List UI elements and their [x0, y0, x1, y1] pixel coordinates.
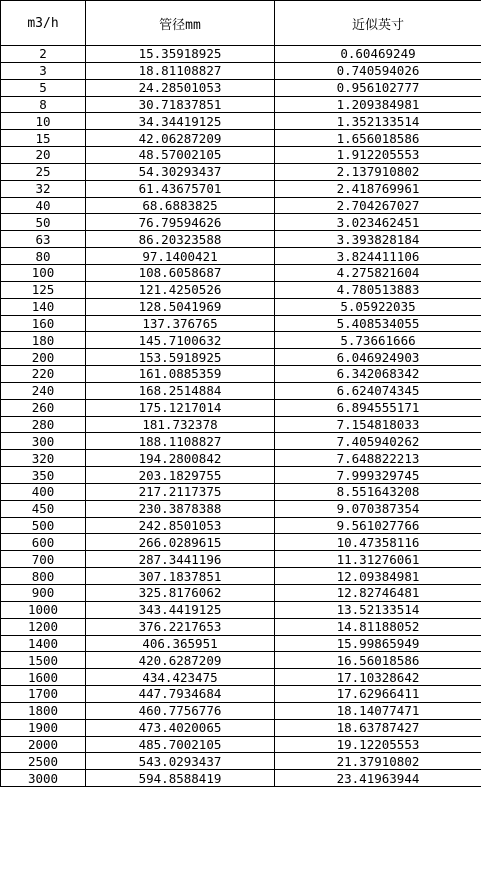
- table-row: [1, 79, 481, 96]
- table-row: [1, 113, 481, 130]
- header-flow-rate[interactable]: m3/h: [1, 1, 86, 46]
- cell-flow-rate[interactable]: 100: [1, 264, 86, 281]
- cell-pipe-diameter-mm[interactable]: 307.1837851: [86, 568, 275, 585]
- cell-flow-rate[interactable]: 1900: [1, 719, 86, 736]
- cell-flow-rate[interactable]: 400: [1, 483, 86, 500]
- table-row: [1, 500, 481, 517]
- table-row: [1, 332, 481, 349]
- cell-pipe-diameter-mm[interactable]: 48.57002105: [86, 147, 275, 164]
- cell-flow-rate[interactable]: 40: [1, 197, 86, 214]
- cell-flow-rate[interactable]: 300: [1, 433, 86, 450]
- cell-pipe-diameter-mm[interactable]: 108.6058687: [86, 264, 275, 281]
- cell-approx-inches[interactable]: 2.704267027: [275, 197, 481, 214]
- cell-pipe-diameter-mm[interactable]: 128.5041969: [86, 298, 275, 315]
- cell-approx-inches[interactable]: 18.63787427: [275, 719, 481, 736]
- cell-pipe-diameter-mm[interactable]: 61.43675701: [86, 180, 275, 197]
- cell-flow-rate[interactable]: 1800: [1, 702, 86, 719]
- cell-flow-rate[interactable]: 1700: [1, 686, 86, 703]
- cell-approx-inches[interactable]: 23.41963944: [275, 770, 481, 787]
- table-row: [1, 585, 481, 602]
- cell-flow-rate[interactable]: 1200: [1, 618, 86, 635]
- cell-pipe-diameter-mm[interactable]: 24.28501053: [86, 79, 275, 96]
- cell-approx-inches[interactable]: 6.342068342: [275, 366, 481, 383]
- cell-pipe-diameter-mm[interactable]: 188.1108827: [86, 433, 275, 450]
- cell-approx-inches[interactable]: 5.73661666: [275, 332, 481, 349]
- table-row: [1, 214, 481, 231]
- table-row: [1, 770, 481, 787]
- table-row: [1, 753, 481, 770]
- cell-pipe-diameter-mm[interactable]: 54.30293437: [86, 163, 275, 180]
- table-row: [1, 248, 481, 265]
- cell-approx-inches[interactable]: 4.780513883: [275, 281, 481, 298]
- table-row: [1, 736, 481, 753]
- cell-pipe-diameter-mm[interactable]: 194.2800842: [86, 450, 275, 467]
- cell-pipe-diameter-mm[interactable]: 137.376765: [86, 315, 275, 332]
- cell-flow-rate[interactable]: 450: [1, 500, 86, 517]
- cell-pipe-diameter-mm[interactable]: 68.6883825: [86, 197, 275, 214]
- cell-pipe-diameter-mm[interactable]: 18.81108827: [86, 62, 275, 79]
- cell-flow-rate[interactable]: 200: [1, 349, 86, 366]
- table-row: [1, 231, 481, 248]
- table-row: [1, 517, 481, 534]
- cell-flow-rate[interactable]: 350: [1, 467, 86, 484]
- cell-flow-rate[interactable]: 10: [1, 113, 86, 130]
- table-row: [1, 416, 481, 433]
- cell-pipe-diameter-mm[interactable]: 121.4250526: [86, 281, 275, 298]
- cell-pipe-diameter-mm[interactable]: 97.1400421: [86, 248, 275, 265]
- cell-flow-rate[interactable]: 50: [1, 214, 86, 231]
- table-row: [1, 147, 481, 164]
- cell-approx-inches[interactable]: 1.656018586: [275, 130, 481, 147]
- cell-flow-rate[interactable]: 700: [1, 551, 86, 568]
- cell-flow-rate[interactable]: 2: [1, 46, 86, 63]
- table-row: [1, 130, 481, 147]
- table-row: [1, 652, 481, 669]
- cell-pipe-diameter-mm[interactable]: 325.8176062: [86, 585, 275, 602]
- cell-flow-rate[interactable]: 80: [1, 248, 86, 265]
- cell-approx-inches[interactable]: 15.99865949: [275, 635, 481, 652]
- cell-approx-inches[interactable]: 8.551643208: [275, 483, 481, 500]
- table-row: [1, 686, 481, 703]
- cell-approx-inches[interactable]: 9.070387354: [275, 500, 481, 517]
- table-row: [1, 281, 481, 298]
- table-row: [1, 702, 481, 719]
- cell-approx-inches[interactable]: 0.740594026: [275, 62, 481, 79]
- table-row: [1, 467, 481, 484]
- cell-pipe-diameter-mm[interactable]: 406.365951: [86, 635, 275, 652]
- cell-pipe-diameter-mm[interactable]: 473.4020065: [86, 719, 275, 736]
- cell-pipe-diameter-mm[interactable]: 168.2514884: [86, 382, 275, 399]
- cell-approx-inches[interactable]: 1.912205553: [275, 147, 481, 164]
- cell-flow-rate[interactable]: 900: [1, 585, 86, 602]
- cell-flow-rate[interactable]: 20: [1, 147, 86, 164]
- cell-pipe-diameter-mm[interactable]: 145.7100632: [86, 332, 275, 349]
- cell-pipe-diameter-mm[interactable]: 434.423475: [86, 669, 275, 686]
- cell-pipe-diameter-mm[interactable]: 15.35918925: [86, 46, 275, 63]
- cell-pipe-diameter-mm[interactable]: 343.4419125: [86, 601, 275, 618]
- cell-flow-rate[interactable]: 1600: [1, 669, 86, 686]
- cell-approx-inches[interactable]: 12.82746481: [275, 585, 481, 602]
- cell-approx-inches[interactable]: 7.154818033: [275, 416, 481, 433]
- table-body: [1, 46, 481, 787]
- table-row: [1, 399, 481, 416]
- table-row: [1, 180, 481, 197]
- cell-pipe-diameter-mm[interactable]: 30.71837851: [86, 96, 275, 113]
- table-row: [1, 483, 481, 500]
- table-row: [1, 46, 481, 63]
- cell-approx-inches[interactable]: 3.824411106: [275, 248, 481, 265]
- table-row: [1, 669, 481, 686]
- header-pipe-diameter-mm[interactable]: 管径mm: [86, 1, 275, 46]
- table-row: [1, 534, 481, 551]
- cell-flow-rate[interactable]: 220: [1, 366, 86, 383]
- table-row: [1, 298, 481, 315]
- cell-pipe-diameter-mm[interactable]: 217.2117375: [86, 483, 275, 500]
- cell-approx-inches[interactable]: 13.52133514: [275, 601, 481, 618]
- table-row: [1, 315, 481, 332]
- header-row: [1, 1, 481, 46]
- cell-pipe-diameter-mm[interactable]: 287.3441196: [86, 551, 275, 568]
- cell-flow-rate[interactable]: 32: [1, 180, 86, 197]
- cell-approx-inches[interactable]: 14.81188052: [275, 618, 481, 635]
- cell-approx-inches[interactable]: 7.999329745: [275, 467, 481, 484]
- cell-pipe-diameter-mm[interactable]: 181.732378: [86, 416, 275, 433]
- table-row: [1, 264, 481, 281]
- cell-pipe-diameter-mm[interactable]: 161.0885359: [86, 366, 275, 383]
- cell-pipe-diameter-mm[interactable]: 203.1829755: [86, 467, 275, 484]
- cell-flow-rate[interactable]: 1400: [1, 635, 86, 652]
- cell-pipe-diameter-mm[interactable]: 76.79594626: [86, 214, 275, 231]
- cell-approx-inches[interactable]: 16.56018586: [275, 652, 481, 669]
- cell-approx-inches[interactable]: 7.648822213: [275, 450, 481, 467]
- table-row: [1, 433, 481, 450]
- cell-approx-inches[interactable]: 1.209384981: [275, 96, 481, 113]
- cell-flow-rate[interactable]: 2000: [1, 736, 86, 753]
- table-row: [1, 382, 481, 399]
- cell-approx-inches[interactable]: 5.05922035: [275, 298, 481, 315]
- cell-flow-rate[interactable]: 15: [1, 130, 86, 147]
- table-row: [1, 349, 481, 366]
- cell-approx-inches[interactable]: 2.137910802: [275, 163, 481, 180]
- cell-pipe-diameter-mm[interactable]: 230.3878388: [86, 500, 275, 517]
- cell-pipe-diameter-mm[interactable]: 420.6287209: [86, 652, 275, 669]
- cell-flow-rate[interactable]: 3: [1, 62, 86, 79]
- cell-approx-inches[interactable]: 17.10328642: [275, 669, 481, 686]
- cell-pipe-diameter-mm[interactable]: 485.7002105: [86, 736, 275, 753]
- cell-flow-rate[interactable]: 5: [1, 79, 86, 96]
- table-row: [1, 601, 481, 618]
- table-row: [1, 197, 481, 214]
- cell-flow-rate[interactable]: 25: [1, 163, 86, 180]
- table-row: [1, 618, 481, 635]
- cell-approx-inches[interactable]: 0.60469249: [275, 46, 481, 63]
- cell-flow-rate[interactable]: 125: [1, 281, 86, 298]
- table-row: [1, 366, 481, 383]
- cell-approx-inches[interactable]: 19.12205553: [275, 736, 481, 753]
- cell-flow-rate[interactable]: 140: [1, 298, 86, 315]
- cell-pipe-diameter-mm[interactable]: 86.20323588: [86, 231, 275, 248]
- cell-flow-rate[interactable]: 600: [1, 534, 86, 551]
- cell-flow-rate[interactable]: 180: [1, 332, 86, 349]
- cell-flow-rate[interactable]: 160: [1, 315, 86, 332]
- cell-pipe-diameter-mm[interactable]: 42.06287209: [86, 130, 275, 147]
- cell-approx-inches[interactable]: 21.37910802: [275, 753, 481, 770]
- cell-approx-inches[interactable]: 0.956102777: [275, 79, 481, 96]
- table-row: [1, 719, 481, 736]
- cell-flow-rate[interactable]: 800: [1, 568, 86, 585]
- table-row: [1, 450, 481, 467]
- cell-approx-inches[interactable]: 18.14077471: [275, 702, 481, 719]
- cell-pipe-diameter-mm[interactable]: 266.0289615: [86, 534, 275, 551]
- cell-approx-inches[interactable]: 17.62966411: [275, 686, 481, 703]
- cell-approx-inches[interactable]: 4.275821604: [275, 264, 481, 281]
- cell-approx-inches[interactable]: 11.31276061: [275, 551, 481, 568]
- cell-approx-inches[interactable]: 12.09384981: [275, 568, 481, 585]
- cell-pipe-diameter-mm[interactable]: 460.7756776: [86, 702, 275, 719]
- cell-flow-rate[interactable]: 500: [1, 517, 86, 534]
- cell-approx-inches[interactable]: 6.624074345: [275, 382, 481, 399]
- table-row: [1, 551, 481, 568]
- cell-flow-rate[interactable]: 260: [1, 399, 86, 416]
- cell-pipe-diameter-mm[interactable]: 34.34419125: [86, 113, 275, 130]
- cell-pipe-diameter-mm[interactable]: 242.8501053: [86, 517, 275, 534]
- cell-pipe-diameter-mm[interactable]: 543.0293437: [86, 753, 275, 770]
- cell-approx-inches[interactable]: 3.393828184: [275, 231, 481, 248]
- cell-flow-rate[interactable]: 2500: [1, 753, 86, 770]
- cell-approx-inches[interactable]: 3.023462451: [275, 214, 481, 231]
- cell-approx-inches[interactable]: 6.894555171: [275, 399, 481, 416]
- cell-pipe-diameter-mm[interactable]: 153.5918925: [86, 349, 275, 366]
- cell-flow-rate[interactable]: 8: [1, 96, 86, 113]
- cell-flow-rate[interactable]: 3000: [1, 770, 86, 787]
- cell-approx-inches[interactable]: 2.418769961: [275, 180, 481, 197]
- table-row: [1, 568, 481, 585]
- cell-approx-inches[interactable]: 10.47358116: [275, 534, 481, 551]
- table-row: [1, 96, 481, 113]
- cell-pipe-diameter-mm[interactable]: 594.8588419: [86, 770, 275, 787]
- cell-flow-rate[interactable]: 63: [1, 231, 86, 248]
- cell-pipe-diameter-mm[interactable]: 175.1217014: [86, 399, 275, 416]
- cell-approx-inches[interactable]: 6.046924903: [275, 349, 481, 366]
- header-approx-inches[interactable]: 近似英寸: [275, 1, 481, 46]
- cell-pipe-diameter-mm[interactable]: 447.7934684: [86, 686, 275, 703]
- cell-approx-inches[interactable]: 1.352133514: [275, 113, 481, 130]
- cell-flow-rate[interactable]: 1500: [1, 652, 86, 669]
- cell-flow-rate[interactable]: 280: [1, 416, 86, 433]
- cell-flow-rate[interactable]: 320: [1, 450, 86, 467]
- table-row: [1, 163, 481, 180]
- cell-flow-rate[interactable]: 240: [1, 382, 86, 399]
- cell-approx-inches[interactable]: 9.561027766: [275, 517, 481, 534]
- table-row: [1, 635, 481, 652]
- table-row: [1, 62, 481, 79]
- cell-approx-inches[interactable]: 7.405940262: [275, 433, 481, 450]
- cell-pipe-diameter-mm[interactable]: 376.2217653: [86, 618, 275, 635]
- cell-flow-rate[interactable]: 1000: [1, 601, 86, 618]
- cell-approx-inches[interactable]: 5.408534055: [275, 315, 481, 332]
